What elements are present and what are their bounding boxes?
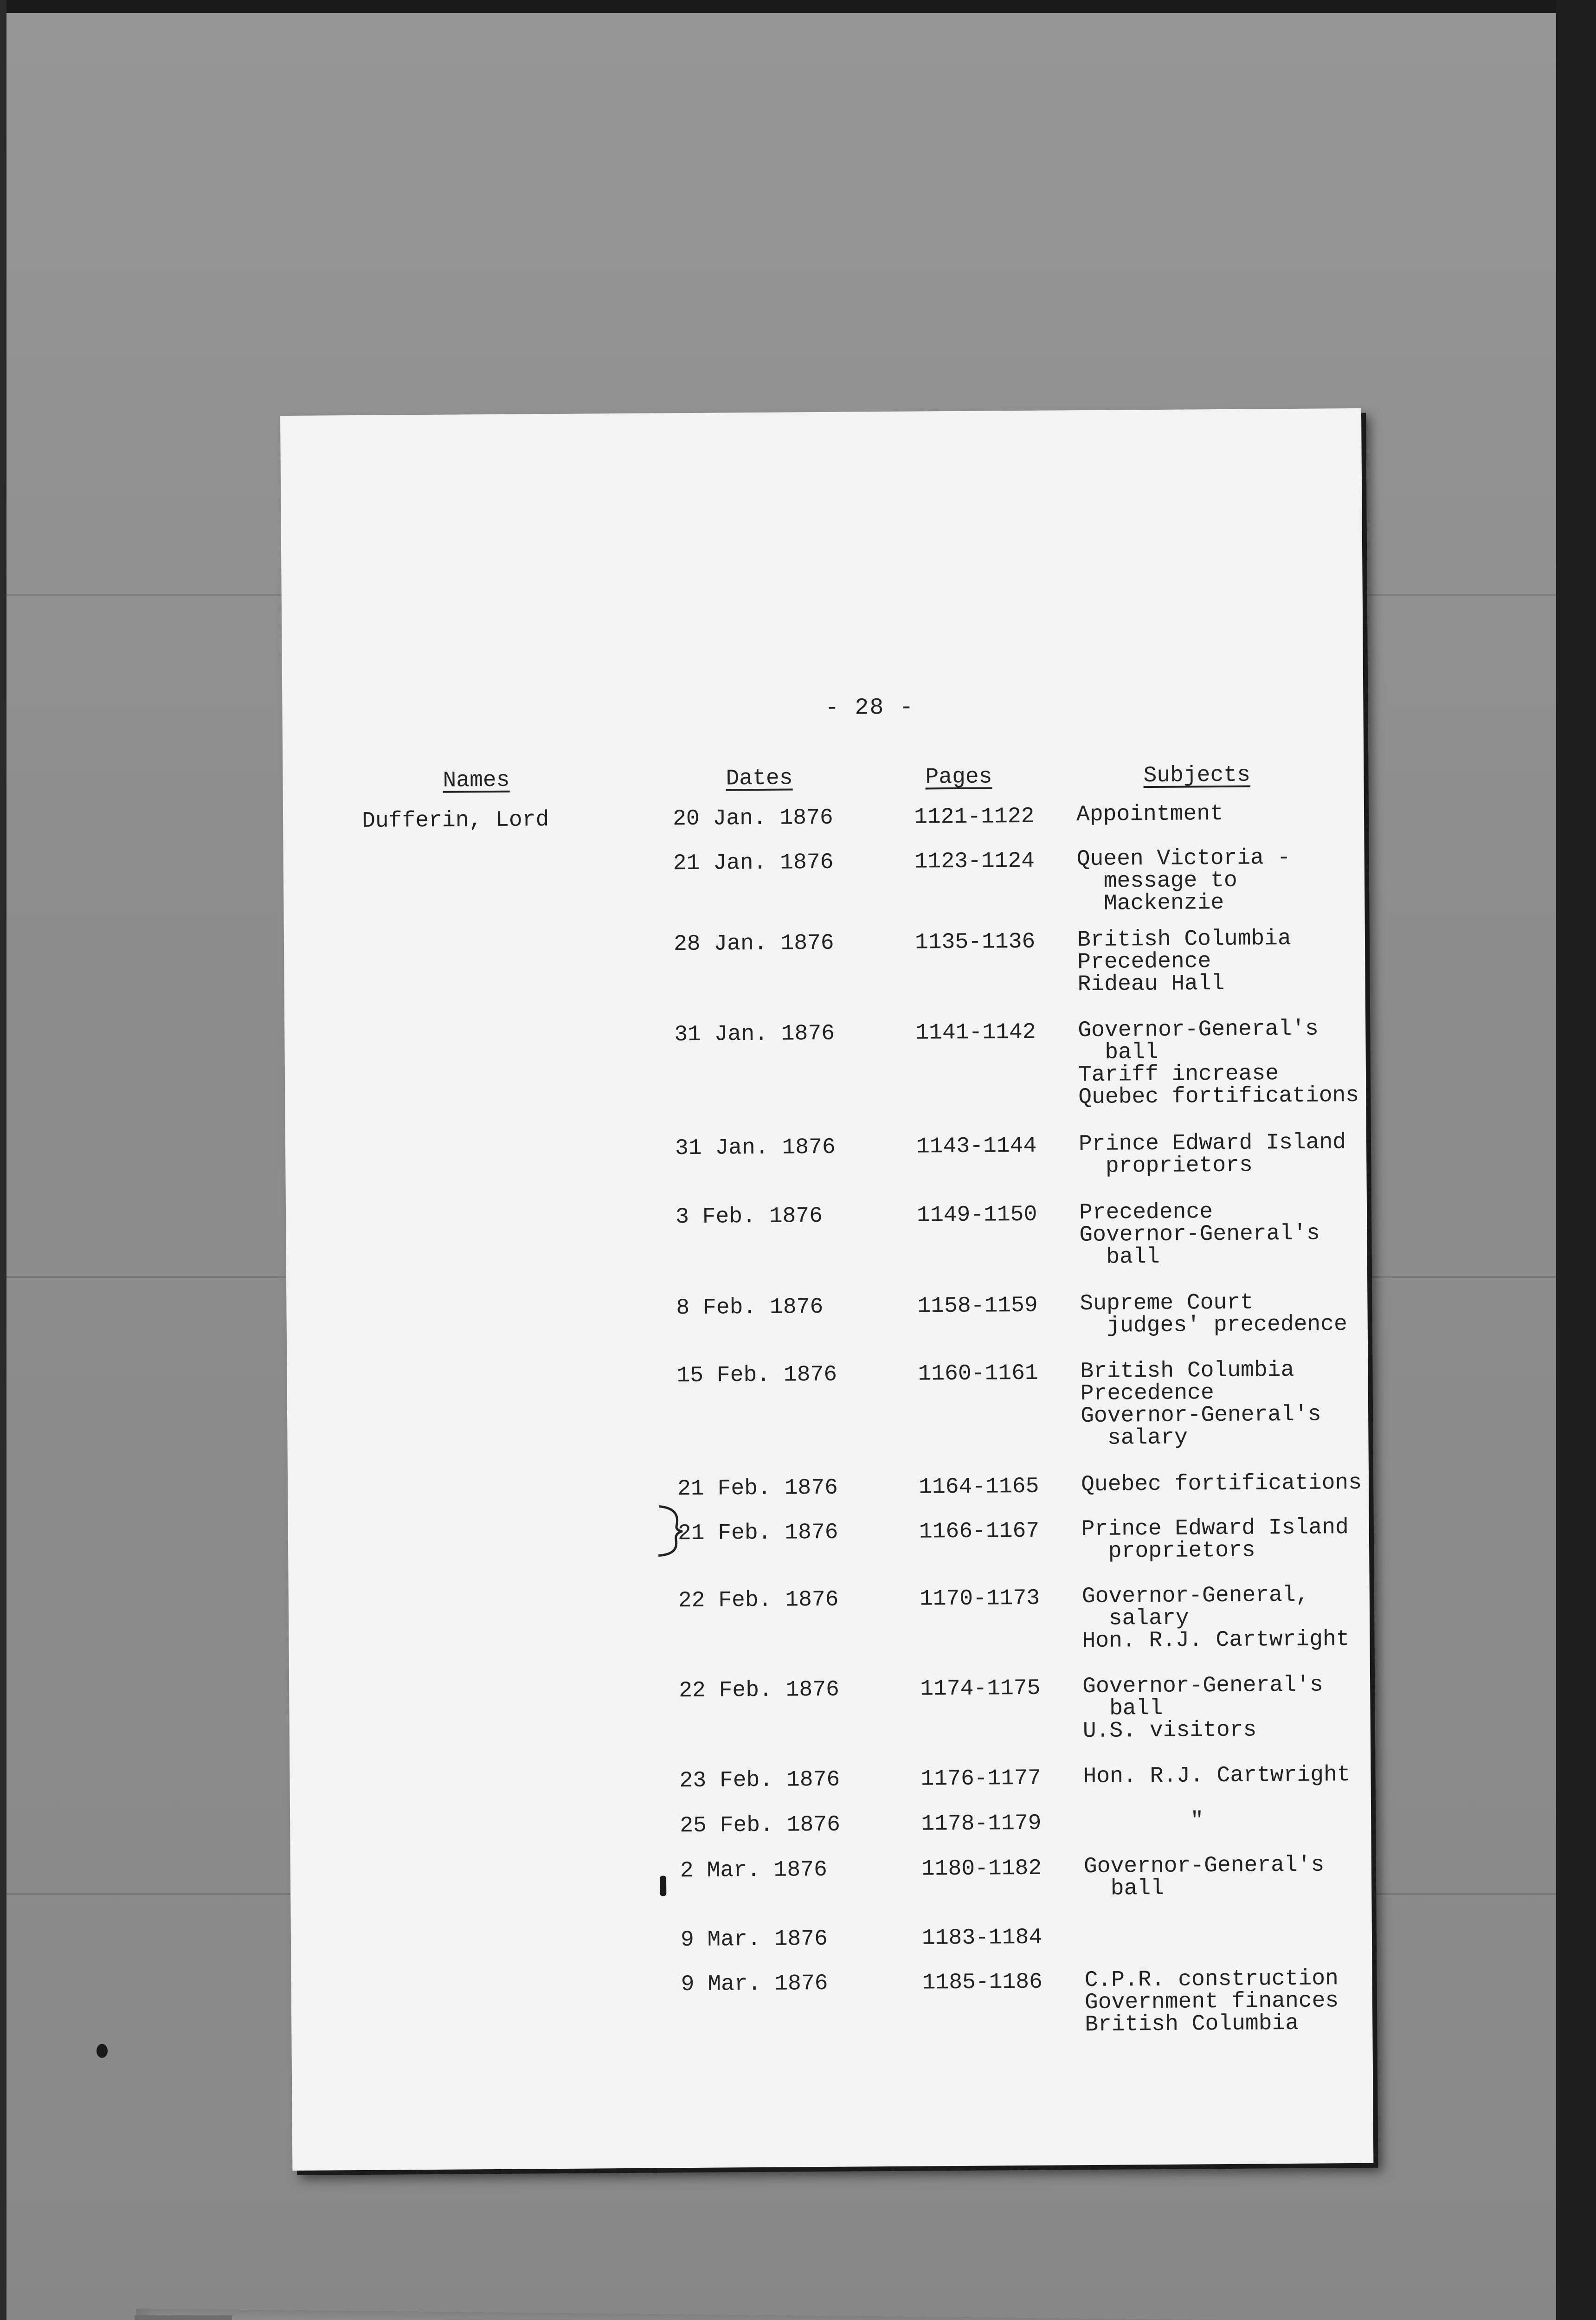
subject-line: C.P.R. construction — [1084, 1966, 1339, 1993]
subject-line: Quebec fortifications — [1078, 1083, 1359, 1110]
subject-line: proprietors — [1079, 1153, 1253, 1179]
label-card-edge — [135, 2315, 232, 2320]
entry-date: 21 Feb. 1876 — [677, 1520, 838, 1547]
entry-date: 31 Jan. 1876 — [675, 1134, 836, 1161]
author-name: Dufferin, Lord — [361, 807, 549, 834]
subject-line: message to — [1076, 868, 1237, 895]
index-row — [286, 1290, 1367, 1339]
subject-line: Supreme Court — [1080, 1290, 1254, 1317]
index-row — [291, 1966, 1372, 2038]
subject-line: Precedence — [1077, 949, 1211, 975]
entry-pages: 1185-1186 — [922, 1969, 1043, 1996]
index-row — [290, 1764, 1371, 1799]
page-number: - 28 - — [825, 694, 914, 722]
subject-line: ball — [1079, 1244, 1160, 1270]
subject-line: Government finances — [1084, 1988, 1339, 2016]
ink-mark — [660, 1875, 666, 1896]
entry-pages: 1135-1136 — [914, 929, 1036, 955]
subject-line: " — [1083, 1808, 1204, 1835]
index-row — [283, 802, 1364, 837]
entry-pages: 1176-1177 — [920, 1766, 1042, 1792]
entry-pages: 1183-1184 — [921, 1925, 1043, 1951]
index-row — [290, 1809, 1371, 1844]
entry-subjects — [1082, 1674, 1323, 1743]
entry-subjects — [1081, 1472, 1362, 1496]
entry-date: 3 Feb. 1876 — [675, 1204, 823, 1230]
index-row — [291, 1923, 1372, 1958]
entry-subjects — [1078, 1018, 1359, 1108]
film-edge-left — [0, 0, 6, 2320]
entry-date: 28 Jan. 1876 — [673, 930, 834, 957]
subject-line: Prince Edward Island — [1081, 1515, 1349, 1542]
entry-date: 21 Feb. 1876 — [677, 1475, 838, 1502]
subject-line: proprietors — [1081, 1538, 1255, 1565]
film-speck — [97, 2044, 108, 2058]
subject-line: salary — [1081, 1425, 1188, 1451]
index-row — [285, 1130, 1366, 1179]
index-page — [280, 408, 1373, 2171]
entry-pages: 1123-1124 — [914, 848, 1035, 875]
entry-pages: 1158-1159 — [917, 1293, 1038, 1319]
index-row — [286, 1199, 1367, 1270]
subject-line: judges' precedence — [1080, 1312, 1348, 1339]
subject-line: Governor-General's — [1078, 1016, 1319, 1044]
subject-line: Hon. R.J. Cartwright — [1083, 1762, 1351, 1790]
entry-date: 22 Feb. 1876 — [679, 1677, 840, 1704]
entry-date: 23 Feb. 1876 — [679, 1767, 840, 1794]
entry-pages: 1160-1161 — [918, 1360, 1038, 1387]
entry-date: 9 Mar. 1876 — [680, 1926, 828, 1953]
entry-date: 15 Feb. 1876 — [676, 1362, 837, 1389]
entry-subjects — [1082, 1584, 1350, 1652]
subject-line: Hon. R.J. Cartwright — [1082, 1627, 1350, 1654]
film-edge-top — [0, 0, 1596, 13]
entry-date: 25 Feb. 1876 — [680, 1812, 841, 1839]
entry-pages: 1166-1167 — [919, 1518, 1040, 1545]
index-row — [283, 845, 1364, 917]
subject-line: ball — [1078, 1039, 1158, 1066]
subject-line: British Columbia — [1085, 2011, 1299, 2038]
subject-line: British Columbia — [1077, 926, 1292, 953]
index-row — [288, 1472, 1369, 1507]
index-row — [284, 926, 1365, 998]
entry-subjects — [1077, 928, 1292, 996]
entry-subjects — [1081, 1516, 1349, 1563]
entry-date: 9 Mar. 1876 — [681, 1971, 828, 1998]
header-names: Names — [443, 767, 510, 793]
header-pages: Pages — [925, 764, 992, 790]
entry-subjects — [1083, 1810, 1204, 1833]
subject-line: Governor-General's — [1080, 1402, 1321, 1429]
entry-subjects — [1080, 1291, 1347, 1337]
header-subjects: Subjects — [1143, 762, 1251, 789]
entry-pages: 1170-1173 — [919, 1585, 1040, 1612]
index-row — [287, 1357, 1368, 1451]
handwritten-bracket-mark — [654, 1502, 687, 1558]
entry-subjects — [1079, 1131, 1346, 1178]
entry-date: 21 Jan. 1876 — [673, 850, 834, 876]
subject-line: Governor-General's — [1079, 1221, 1320, 1248]
index-row — [284, 1016, 1365, 1110]
entry-pages: 1143-1144 — [916, 1133, 1037, 1160]
index-row — [288, 1515, 1369, 1565]
subject-line: Appointment — [1076, 801, 1224, 828]
subject-line: Quebec fortifications — [1081, 1470, 1362, 1498]
entry-date: 2 Mar. 1876 — [680, 1857, 827, 1884]
entry-date: 20 Jan. 1876 — [672, 805, 833, 832]
subject-line: Precedence — [1079, 1199, 1213, 1226]
entry-date: 8 Feb. 1876 — [676, 1295, 824, 1321]
entry-pages: 1178-1179 — [921, 1811, 1042, 1837]
entry-pages: 1174-1175 — [920, 1676, 1041, 1702]
index-row — [289, 1672, 1370, 1744]
subject-line: Queen Victoria - — [1076, 845, 1291, 872]
index-entries — [280, 408, 1373, 2171]
entry-subjects — [1084, 1854, 1325, 1900]
entry-subjects — [1079, 1200, 1320, 1269]
entry-subjects — [1083, 1764, 1350, 1788]
subject-line: salary — [1081, 1605, 1189, 1632]
entry-subjects — [1076, 803, 1223, 826]
subject-line: Precedence — [1080, 1380, 1215, 1407]
film-edge-right — [1556, 0, 1596, 2320]
entry-subjects — [1080, 1359, 1321, 1450]
subject-line: Mackenzie — [1077, 890, 1224, 917]
subject-line: Rideau Hall — [1077, 971, 1225, 998]
subject-line: Governor-General's — [1082, 1672, 1323, 1700]
subject-line: Governor-General's — [1083, 1852, 1325, 1880]
entry-pages: 1164-1165 — [918, 1474, 1039, 1500]
entry-subjects — [1077, 847, 1291, 915]
subject-line: U.S. visitors — [1082, 1717, 1257, 1744]
subject-line: ball — [1084, 1875, 1165, 1902]
index-row — [289, 1582, 1370, 1654]
entry-pages: 1180-1182 — [921, 1856, 1042, 1882]
entry-pages: 1141-1142 — [915, 1019, 1036, 1046]
entry-pages: 1149-1150 — [916, 1202, 1037, 1228]
subject-line: British Columbia — [1080, 1357, 1294, 1385]
entry-date: 31 Jan. 1876 — [674, 1021, 835, 1048]
entry-date: 22 Feb. 1876 — [678, 1587, 839, 1614]
subject-line: ball — [1082, 1695, 1163, 1722]
index-row — [290, 1852, 1371, 1902]
subject-line: Governor-General, — [1081, 1582, 1309, 1610]
entry-pages: 1121-1122 — [914, 804, 1035, 830]
subject-line: Prince Edward Island — [1078, 1130, 1346, 1157]
subject-line: Tariff increase — [1078, 1061, 1279, 1088]
header-dates: Dates — [726, 766, 793, 792]
entry-subjects — [1084, 1967, 1339, 2036]
